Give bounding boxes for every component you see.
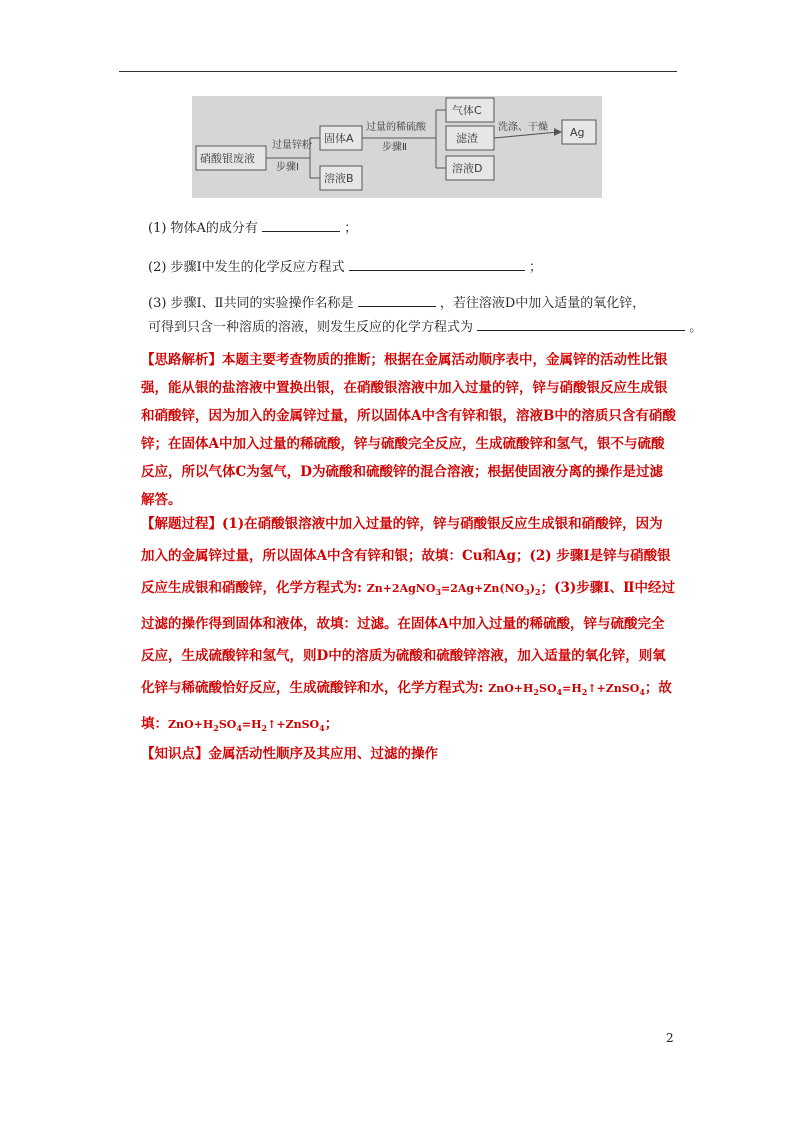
page-number: 2 [666,1031,674,1045]
solution-d-label: 溶液D [452,162,483,175]
solution-block [141,508,676,745]
step2-label: 步骤Ⅱ [382,142,407,153]
q3-line1-suffix: ，若往溶液D中加入适量的氧化锌， [439,296,646,311]
q3-blank-1 [358,293,436,307]
solution-part-2: ；(3)步骤Ⅰ、Ⅱ中经过过滤的操作得到固体和液体，故填：过滤。在固体A中加入过量的稀硫酸，锌与硫酸完全反应，生成硫酸锌和氢气，则D中的溶质为硫酸和硫酸锌溶液，加入适量的氧化锌，则氧化锌与稀硫酸恰好反应，生成硫酸锌和水，化学方程式为: [141,580,675,697]
solution-b-label: 溶液B [324,172,354,185]
solution-part-4: ； [324,716,339,733]
solution-tag: 【解题过程】 [141,516,222,532]
flowchart-image [192,96,602,198]
step2-reagent-label: 过量的稀硫酸 [366,122,426,133]
equation-3: $ZnO+H_2SO_4=H_2↑+ZnSO_4$ [168,718,325,734]
q3-line2-prefix: 可得到只含一种溶质的溶液，则发生反应的化学方程式为 [148,320,474,335]
question-1 [148,217,357,236]
analysis-block [141,346,676,514]
residue-label: 滤渣 [456,132,478,145]
step1-label: 步骤Ⅰ [276,162,299,173]
q2-prefix: (2) 步骤Ⅰ中发生的化学反应方程式 [148,260,345,275]
q1-prefix: (1) 物体A的成分有 [148,221,258,236]
solution-part-1: (1)在硝酸银溶液中加入过量的锌，锌与硝酸银反应生成银和硝酸锌，因为加入的金属锌过量，所以固体A中含有锌和银；故填：Cu和Ag；(2) 步骤Ⅰ是锌与硝酸银反应生成银和硝酸锌，化学方程式为: [141,516,671,596]
q1-suffix: ； [344,221,358,236]
step1-reagent-label: 过量锌粉 [272,140,312,151]
equation-1: $Zn+2AgNO_3=2Ag+Zn(NO_3)_2$ [366,582,541,598]
product-label: Ag [570,126,585,139]
equation-2: $ZnO+H_2SO_4=H_2↑+ZnSO_4$ [488,682,645,698]
wash-dry-label: 洗涤、干燥 [498,122,548,133]
question-2 [148,256,542,275]
gas-c-label: 气体C [452,104,482,117]
q3-line1-prefix: (3) 步骤Ⅰ、Ⅱ共同的实验操作名称是 [148,296,354,311]
start-label: 硝酸银废液 [200,152,255,165]
analysis-tag: 【思路解析】 [141,352,222,368]
analysis-text: 本题主要考查物质的推断；根据在金属活动顺序表中，金属锌的活动性比银强，能从银的盐溶液中置换出银，在硝酸银溶液中加入过量的锌，锌与硝酸银反应生成银和硝酸锌，因为加入的金属锌过量，所以固体A中含有锌和银，溶液B中的溶质只含有硝酸锌；在固体A中加入过量的稀硫酸，锌与硫酸完全反应，生成硫酸锌和氢气，银不与硫酸反应，所以气体C为氢气，D为硫酸和硫酸锌的混合溶液；根据使固液分离的操作是过滤解答。 [141,352,676,508]
question-3-line-1 [148,292,645,311]
solid-a-label: 固体A [324,132,354,145]
q3-blank-2 [477,317,685,331]
q1-blank [262,218,340,232]
knowledge-tag: 【知识点】 [141,746,209,762]
question-3-line-2 [148,316,702,335]
q2-suffix: ； [528,260,542,275]
header-rule [119,71,677,72]
flowchart-diagram [192,96,602,198]
q3-line2-suffix: 。 [689,320,703,335]
q2-blank [349,257,525,271]
solution-part-3: ；故填： [141,680,672,733]
knowledge-text: 金属活动性顺序及其应用、过滤的操作 [208,746,438,762]
knowledge-block [141,740,676,768]
